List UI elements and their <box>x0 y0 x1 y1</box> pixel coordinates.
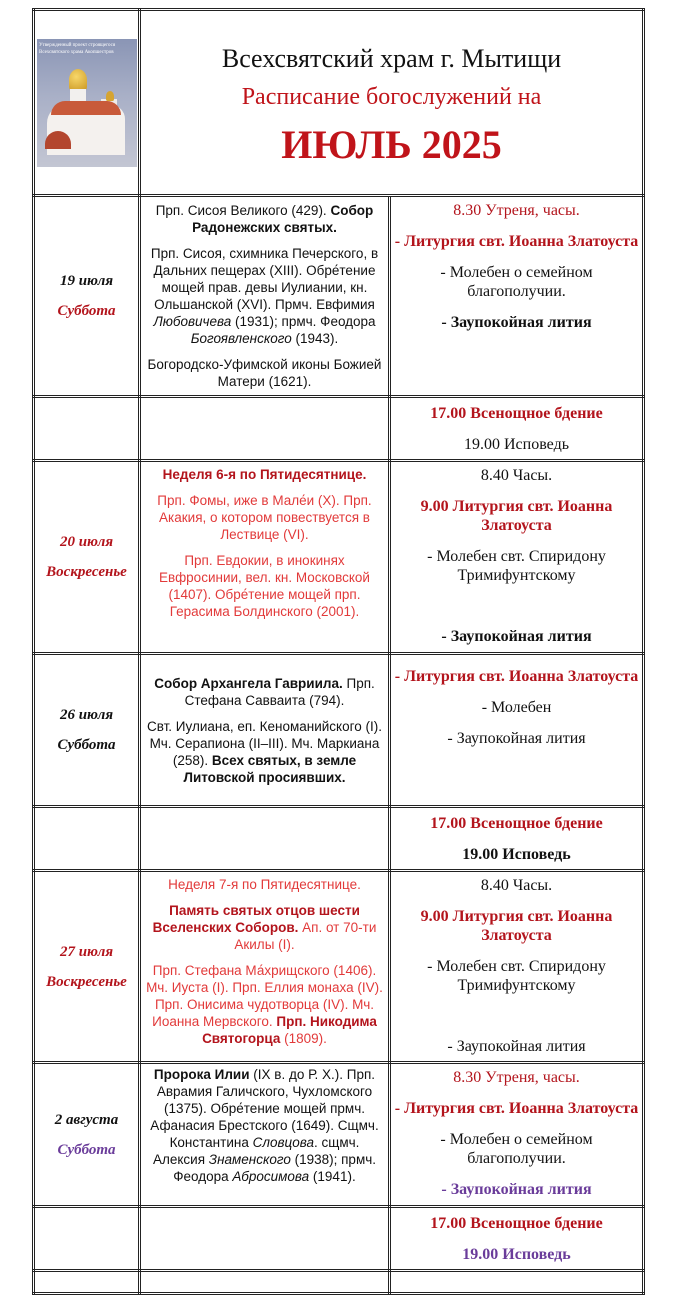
title-cell <box>140 10 644 196</box>
gold-dome-icon <box>69 69 87 91</box>
services-cell <box>390 397 644 461</box>
service-item: - Литургия свт. Иоанна Златоуста <box>394 1100 639 1117</box>
service-item: 17.00 Всенощное бдение <box>430 814 603 832</box>
evening-row <box>34 397 644 461</box>
feast-title: Неделя 7-я по Пятидесятнице. <box>168 877 361 892</box>
date-cell <box>34 1063 140 1207</box>
empty-cell <box>390 1271 644 1294</box>
feast-title: Неделя 6-я по Пятидесятнице. <box>162 467 367 482</box>
service-item: - Заупокойная лития <box>441 314 592 331</box>
saint-text: Прп. Фомы, иже в Мале́и (X). Прп. Акакия, о котором повествуется в Лествице (VI). <box>157 493 372 542</box>
schedule-sheet <box>32 8 642 1295</box>
services-cell <box>390 654 644 807</box>
feast-title: Собор Радонежских святых. <box>192 203 374 235</box>
weekday: Воскресенье <box>46 973 127 990</box>
service-item: - Молебен о семейном благополучии. <box>440 264 593 300</box>
date: 26 июля <box>59 707 114 723</box>
weekday: Суббота <box>57 737 116 753</box>
roof-shape <box>51 101 121 115</box>
saint-surname: Богоявленского <box>190 331 292 346</box>
saint-text: (1943). <box>291 331 339 346</box>
saint-text: (1941). <box>309 1169 356 1184</box>
date-cell <box>34 654 140 807</box>
service-item: - Молебен <box>481 699 552 716</box>
empty-cell <box>140 1271 390 1294</box>
weekday: Суббота <box>57 1141 116 1158</box>
saint-text: Прп. Сисоя Великого (429). <box>155 203 331 218</box>
services-cell <box>390 1207 644 1271</box>
saint-text: Прп. Сисоя, схимника Печерского, в Дальних пещерах (XIII). Обре́тение мощей прав. девы Иулиании, кн. Ольшанской (XVI). Прмч. Евфимия <box>150 246 379 312</box>
saint-text: (IX в. до Р. Х.). Прп. Аврамия Галичского, Чухломского (1375). Обре́тение мощей прмч. Афанасия Брестского (1649). Сщмч. Константина <box>150 1067 379 1150</box>
empty-cell <box>34 1271 140 1294</box>
schedule-row <box>34 654 644 807</box>
service-item: 9.00 Литургия свт. Иоанна Златоуста <box>420 908 613 944</box>
saints-cell <box>140 654 390 807</box>
next-row-partial <box>34 1271 644 1294</box>
weekday: Суббота <box>57 303 116 319</box>
date: 20 июля <box>59 534 114 550</box>
image-caption: Утвержденный проект строящегося Всехсвятского храма Акопшестров <box>39 42 116 55</box>
services-cell <box>390 807 644 871</box>
services-cell <box>390 871 644 1063</box>
saints-cell <box>140 1063 390 1207</box>
service-item: - Заупокойная лития <box>447 1038 586 1055</box>
schedule-subtitle: Расписание богослужений на <box>241 83 542 110</box>
schedule-table <box>32 8 645 1295</box>
service-item: 8.30 Утреня, часы. <box>453 202 580 219</box>
service-item: - Молебен свт. Спиридону Тримифунтскому <box>427 958 606 994</box>
schedule-row <box>34 871 644 1063</box>
feast-title: Всех святых, в земле Литовской просиявших. <box>183 752 357 785</box>
service-item: 19.00 Исповедь <box>464 435 570 453</box>
feast-title: Собор Архангела Гавриила. <box>154 675 343 691</box>
saint-text: Прп. Стефана Ма́хрищского (1406). Мч. Иуста (I). Прп. Еллия монаха (IV). Прп. Онисима чудотворца (IV). Мч. Иоанна Мервского. <box>146 963 383 1029</box>
schedule-row <box>34 196 644 397</box>
schedule-row <box>34 461 644 654</box>
schedule-row <box>34 1063 644 1207</box>
date: 27 июля <box>59 943 114 960</box>
empty-cell <box>34 807 140 871</box>
saint-text: Прп. Стефана Савваита (794). <box>184 675 375 708</box>
empty-cell <box>140 807 390 871</box>
service-item: 19.00 Исповедь <box>462 1245 571 1263</box>
service-item: - Литургия свт. Иоанна Златоуста <box>394 668 639 685</box>
saints-cell <box>140 196 390 397</box>
service-item: 9.00 Литургия свт. Иоанна Златоуста <box>420 498 613 534</box>
saint-text: Прп. Евдокии, в инокинях Евфросинии, вел. кн. Московской (1407). Обре́тение мощей прп. Герасима Болдинского (2001). <box>159 553 370 619</box>
date-cell <box>34 871 140 1063</box>
weekday: Воскресенье <box>46 564 127 580</box>
month-title: ИЮЛЬ 2025 <box>281 121 502 167</box>
service-item: - Заупокойная лития <box>441 628 592 645</box>
saint-surname: Знаменского <box>208 1152 291 1167</box>
service-item: - Заупокойная лития <box>447 730 586 747</box>
service-item: 8.40 Часы. <box>480 467 553 484</box>
saint-surname: Абросимова <box>232 1169 310 1184</box>
feast-title: Память святых отцов шести Вселенских Соборов. <box>152 903 360 935</box>
saint-text: (1809). <box>280 1031 327 1046</box>
service-item: 19.00 Исповедь <box>462 845 571 863</box>
feast-title: Прп. Никодима Святогорца <box>202 1014 377 1046</box>
service-item: - Молебен свт. Спиридону Тримифунтскому <box>427 548 606 584</box>
services-cell <box>390 196 644 397</box>
services-cell <box>390 1063 644 1207</box>
saint-text: Свт. Иулиана, еп. Кеноманийского (I). Мч. Серапиона (II–III). Мч. Маркиана (258). <box>146 718 383 768</box>
saint-text: Ап. от 70-ти Акилы (I). <box>234 920 377 952</box>
saint-text: Богородско-Уфимской иконы Божией Матери (1621). <box>147 357 382 389</box>
evening-row <box>34 1207 644 1271</box>
service-item: 8.40 Часы. <box>480 877 553 894</box>
empty-cell <box>34 397 140 461</box>
saints-cell <box>140 461 390 654</box>
empty-cell <box>34 1207 140 1271</box>
church-illustration <box>37 39 137 167</box>
evening-row <box>34 807 644 871</box>
saints-cell <box>140 871 390 1063</box>
services-cell <box>390 461 644 654</box>
saint-surname: Словцова <box>252 1135 314 1150</box>
saint-text: (1938); прмч. Феодора <box>173 1152 377 1184</box>
service-item: 17.00 Всенощное бдение <box>430 1214 603 1232</box>
empty-cell <box>140 1207 390 1271</box>
service-item: - Заупокойная лития <box>441 1181 592 1198</box>
logo-cell <box>34 10 140 196</box>
service-item: - Литургия свт. Иоанна Златоуста <box>394 233 639 250</box>
empty-cell <box>140 397 390 461</box>
date-cell <box>34 196 140 397</box>
service-item: - Молебен о семейном благополучии. <box>440 1131 593 1167</box>
saint-text: . сщмч. Алексия <box>152 1135 360 1167</box>
date: 19 июля <box>59 273 114 289</box>
date: 2 августа <box>54 1111 119 1128</box>
saint-surname: Любовичева <box>153 314 232 329</box>
saint-text: (1931); прмч. Феодора <box>231 314 376 329</box>
service-item: 8.30 Утреня, часы. <box>453 1069 580 1086</box>
date-cell <box>34 461 140 654</box>
small-dome-icon <box>106 91 114 101</box>
header-row <box>34 10 644 196</box>
service-item: 17.00 Всенощное бдение <box>430 404 603 422</box>
church-name: Всехсвятский храм г. Мытищи <box>221 43 562 73</box>
feast-title: Пророка Илии <box>153 1067 250 1082</box>
